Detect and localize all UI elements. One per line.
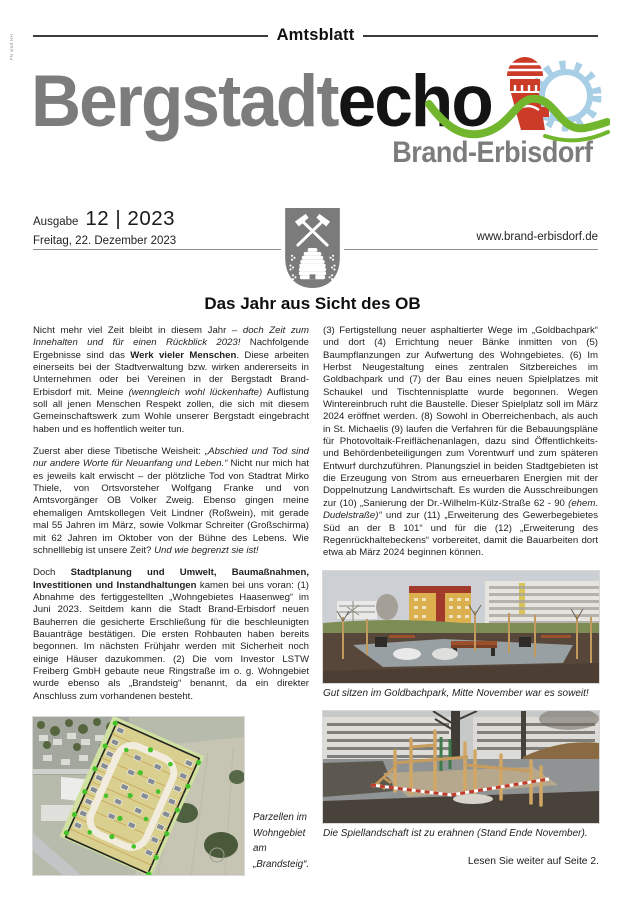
paragraph: Doch Stadtplanung und Umwelt, Baumaßnahmen, Investitionen und Instandhaltungen kamen bei uns voran: (1) Abnahme des fertiggestellten „Wohngebietes Haasenweg“ im Juni 2023. Seitdem kann die Stadt Brand-Erbisdorf neuen Bauherren die gesicherte Erschließung für die beschleunigten Bauanträge bestätigen. Die ersten Rohbauten haben bereits begonnen. Im nächsten Frühjahr werden mit Sicherheit noch einige Häuser dazukommen. (2) Die vom Investor LSTW Freiberg GmbH gebaute neue Ringstraße im o. g. Wohngebiet wurde ebenso als „Brandsteig“ benannt, da ein direkter Anschluss zum vorhandenen besteht. [33, 567, 309, 702]
paragraph: (3) Fertigstellung neuer asphaltierter Wege im „Goldbachpark“ und dort (4) Errichtung neuer Bänke inmitten von (5) Baumpflanzungen zur Aufwertung des Wohngebietes. (6) Im Herbst Neugestaltung eines zentralen Sitzbereiches im Goldbachpark und (7) der Bau eines neuen Spielplatzes mit Schaukel und Tischtennisplatte wurde begonnen. Wegen Wintereinbruch ruht die Baustelle. Dieser Spielplatz soll im März 2024 eröffnet werden. (8) Sowohl in Oberreichenbach, als auch in St. Michaelis (9) laufen die Verfahren für die Bebauungspläne für Photovoltaik-Freiflächenanlagen, dazu sind Öffentlichkeits- und Behördenbeteiligungen zum Vorentwurf und zum späteren Entwurf durchzuführen. Planungsziel in beiden Stadtgebieten ist die Erzeugung von Strom aus erneuerbaren Energien mit der Doppelnutzung Landwirtschaft. Es wurden die Ausschreibungen zur (10) „Sanierung der Dr.-Wilhelm-Külz-Straße 62 - 90 (ehem. Dudelstraße)“ und zur (11) „Erweiterung des Gewerbegebietes Süd an der B 101“ und für die (12) „Erweiterung des Regenrückhaltebeckens“ vorbereitet, damit die Bauarbeiten dort etwa ab März 2024 beginnen können. [323, 325, 598, 559]
kicker-rule-left [33, 35, 268, 37]
amtsblatt-kicker: Amtsblatt [276, 26, 355, 44]
column-left [33, 325, 309, 713]
logo-wordmark-bergstadt: Bergstadt [31, 61, 338, 142]
print-mark: FN sind HH [9, 34, 14, 61]
paragraph: Zuerst aber diese Tibetische Weisheit: „Abschied und Tod sind nur andere Worte für Neuanfang und Leben.“ Nicht nur mich hat es jeweils kalt erwischt – der plötzliche Tod von Stadtrat Mirko Thiele, von Ortsvorsteher Wolfgang Franke und von Amtsvorgänger OB Volker Zweig. Ebenso gingen meine ehemaligen Amtskollegen Veit Lindner (Roßwein), mit gerade mal 55 Jahren im März, sowie Volkmar Schreiter (Großschirma) mit 62 Jahren im Oktober von der Bühne des Lebens. Wie schnelllebig ist unsere Zeit? Und wie begrenzt sie ist! [33, 446, 309, 556]
logo-subtitle: Brand-Erbisdorf [392, 136, 593, 169]
logo-graphic-icon [425, 52, 610, 155]
caption-aerial: Parzellen im Wohngebiet am „Brandsteig“. [253, 811, 310, 871]
coat-of-arms-icon [284, 207, 341, 289]
logo-wordmark [31, 60, 492, 143]
figure-goldbachpark [323, 571, 599, 699]
website-url: www.brand-erbisdorf.de [476, 231, 598, 243]
photo-goldbachpark-image [323, 571, 599, 683]
photo-playground-image [323, 711, 599, 823]
amtsblatt-header [33, 26, 598, 45]
issue-block [33, 207, 176, 247]
issue-date: Freitag, 22. Dezember 2023 [33, 235, 177, 247]
article-title: Das Jahr aus Sicht des OB [204, 294, 421, 313]
kicker-rule-right [363, 35, 598, 37]
header-divider-left [33, 249, 281, 250]
figure-aerial-plan [33, 717, 313, 875]
paragraph: Nicht mehr viel Zeit bleibt in diesem Jahr – doch Zeit zum Innehalten und für einen Rückblick 2023! Nachfolgende Ergebnisse sind das Werk vieler Menschen. Diese arbeiten einerseits bei der Stadtverwaltung bzw. wirken andererseits in Unternehmen oder bei Vereinen in der Bergstadt Brand-Erbisdorf mit. Meine (wenngleich wohl lückenhafte) Auflistung soll all jenen Menschen Respekt zollen, die sich mit diesem Gemeinschaftswerk zum Wohle unserer Bergstadt eingebracht haben und es hoffentlich weiter tun. [33, 325, 310, 435]
aerial-plan-image [33, 717, 244, 875]
issue-label: Ausgabe [33, 216, 79, 228]
caption-goldbachpark: Gut sitzen im Goldbachpark, Mitte November war es soweit! [323, 688, 589, 699]
column-right [323, 325, 598, 570]
logo-wordmark-echo: echo [337, 61, 492, 142]
continue-notice: Lesen Sie weiter auf Seite 2. [467, 856, 599, 867]
header-divider-right [344, 249, 598, 250]
caption-playground: Die Spiellandschaft ist zu erahnen (Stand Ende November). [323, 828, 588, 839]
issue-number: 12 | 2023 [85, 207, 176, 230]
figure-playground [323, 711, 599, 839]
